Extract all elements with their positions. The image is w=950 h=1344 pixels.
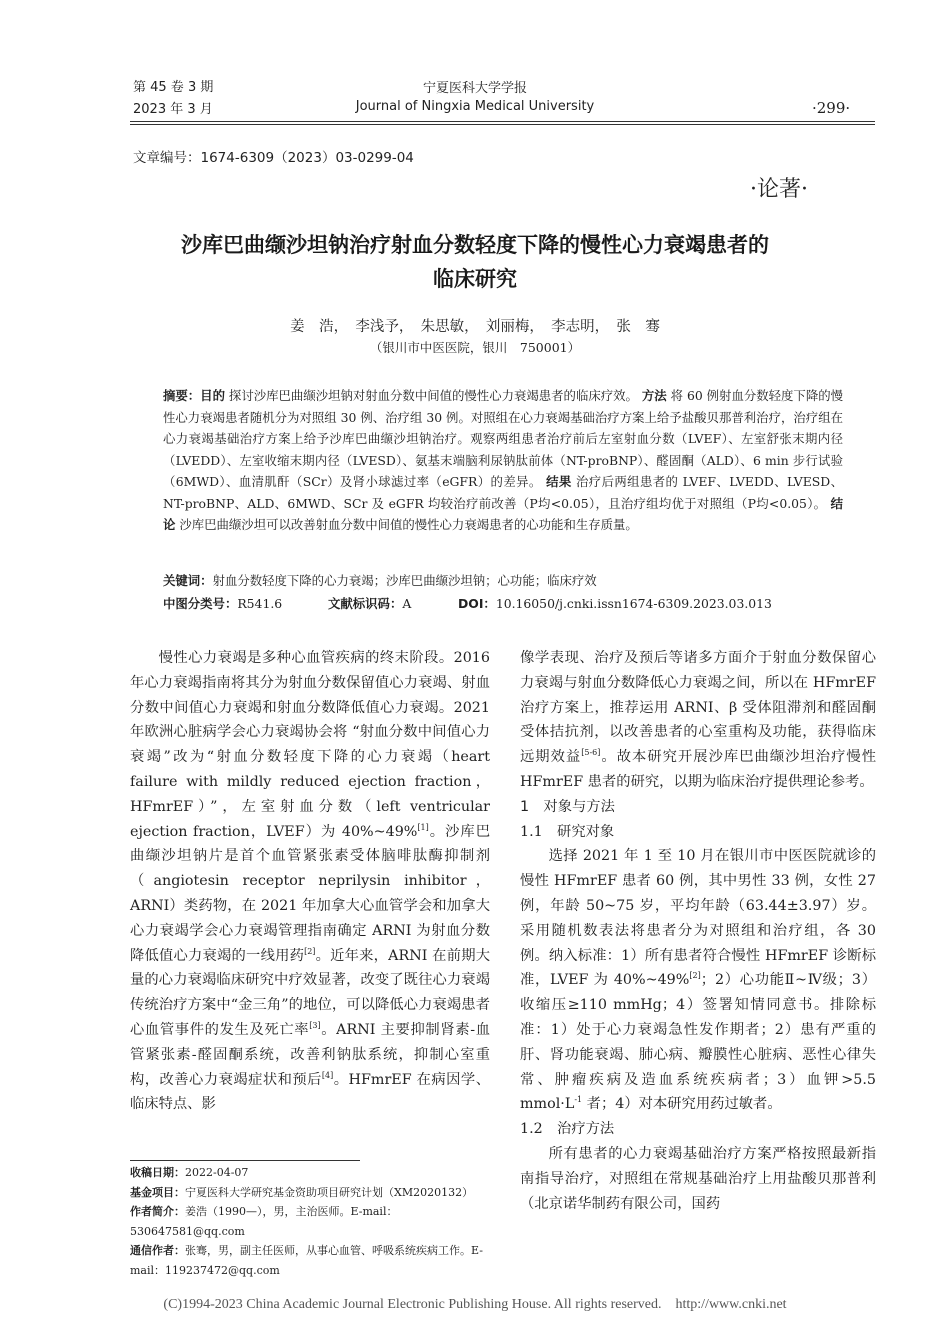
clc-label: 中图分类号： xyxy=(163,596,238,611)
header-rule-2 xyxy=(130,124,875,125)
citation: [1] xyxy=(417,822,429,832)
abstract xyxy=(163,385,843,536)
abstract-result: 治疗后两组患者的 LVEF、LVEDD、LVESD、NT-proBNP、ALD、6MWD、SCr 及 eGFR 均较治疗前改善（P均<0.05），且治疗组均优于对照组（P均<0.05）。 xyxy=(163,474,843,511)
corr-label: 通信作者： xyxy=(130,1244,185,1257)
citation: [4] xyxy=(321,1070,334,1080)
intro-cont-text-a: 像学表现、治疗及预后等诸多方面介于射血分数保留心力衰竭与射血分数降低心力衰竭之间，所以在 HFmrEF 治疗方案上，推荐运用 ARNI、β 受体阻滞剂和醛固酮受体拮抗剂，以改善患者的心室重构及功能，获得临床远期效益 xyxy=(520,650,876,766)
abstract-purpose: 探讨沙库巴曲缬沙坦钠对射血分数中间值的慢性心力衰竭患者的临床疗效。 xyxy=(228,388,638,403)
abstract-label: 摘要：目的 xyxy=(163,388,225,403)
journal-name-cn: 宁夏医科大学学报 xyxy=(422,81,527,96)
author-bio-value: 姜浩（1990—），男，主治医师。E-mail：530647581@qq.com xyxy=(130,1205,398,1238)
intro-cont-text-b: 。故本研究开展沙库巴曲缬沙坦治疗慢性HFmrEF 患者的研究，以期为临床治疗提供理论参考。 xyxy=(520,749,876,790)
publication-date: 2023 年 3 月 xyxy=(133,102,213,117)
author-bio xyxy=(130,1202,500,1241)
conclusion-label: 结论 xyxy=(163,495,843,532)
affiliation: （银川市中医医院，银川 750001） xyxy=(369,340,581,355)
footnote-rule xyxy=(130,1160,360,1161)
page-number: ·299· xyxy=(812,99,851,117)
subjects-text-a: 选择 2021 年 1 至 10 月在银川市中医医院就诊的慢性 HFmrEF 患者 60 例，其中男性 33 例，女性 27 例，年龄 50~75 岁，平均年龄（63.44±3.97）岁。采用随机数表法将患者分为对照组和治疗组，各 30 例。纳入标准：1）所有患者符合慢性 HFmrEF 诊断标准，LVEF 为 40%~49% xyxy=(520,848,876,989)
intro-text-e: 。HFmrEF 在病因学、临床特点、影 xyxy=(130,1071,490,1113)
intro-paragraph xyxy=(130,646,490,1117)
corresponding-author xyxy=(130,1241,500,1280)
document-code xyxy=(328,594,411,612)
abstract-method: 将 60 例射血分数轻度下降的慢性心力衰竭患者随机分为对照组 30 例、治疗组 30 例。对照组在心力衰竭基础治疗方案上给予盐酸贝那普利治疗，治疗组在心力衰竭基础治疗方案上给予沙库巴曲缬沙坦钠治疗。观察两组患者治疗前后左室射血分数（LVEF）、左室舒张末期内径（LVEDD）、左室收缩末期内径（LVESD）、氨基末端脑利尿钠肽前体（NT-proBNP）、醛固酮（ALD）、6 min 步行试验（6MWD）、血清肌酐（SCr）及肾小球滤过率（eGFR）的差异。 xyxy=(163,388,843,489)
copyright-line: (C)1994-2023 China Academic Journal Electronic Publishing House. All rights reserved. http://www.cnki.net xyxy=(163,1297,787,1312)
article-category: ·论著· xyxy=(750,177,808,202)
section-heading-1-1: 1.1 研究对象 xyxy=(520,823,615,840)
doc-code-value: A xyxy=(402,596,412,611)
right-column xyxy=(520,646,876,1216)
doi-value: 10.16050/j.cnki.issn1674-6309.2023.03.013 xyxy=(495,596,772,611)
intro-continued xyxy=(520,646,876,795)
citation: [2] xyxy=(689,971,701,981)
fund-value: 宁夏医科大学研究基金资助项目研究计划（XM2020132） xyxy=(185,1185,474,1199)
received-value: 2022-04-07 xyxy=(185,1166,249,1179)
subjects-text-b: ；2）心功能Ⅱ~Ⅳ级；3）收缩压≥110 mmHg；4）签署知情同意书。排除标准：1）处于心力衰竭急性发作期者；2）患有严重的肝、肾功能衰竭、肺心病、瓣膜性心脏病、恶性心律失常、肿瘤疾病及造血系统疾病者；3）血钾>5.5 mmol·L xyxy=(520,972,877,1113)
result-label: 结果 xyxy=(546,474,572,489)
clc-number xyxy=(163,594,282,612)
footnotes xyxy=(130,1163,500,1280)
citation: [2] xyxy=(304,946,316,956)
superscript: -1 xyxy=(574,1095,583,1105)
received-date xyxy=(130,1163,500,1183)
author-list: 姜 浩， 李浅予， 朱思敏， 刘丽梅， 李志明， 张 骞 xyxy=(290,319,660,335)
citation: [3] xyxy=(309,1021,321,1031)
doi-label: DOI： xyxy=(458,596,496,611)
section-heading-1-2: 1.2 治疗方法 xyxy=(520,1121,615,1138)
fund-label: 基金项目： xyxy=(130,1185,185,1199)
treatment-paragraph: 所有患者的心力衰竭基础治疗方案严格按照最新指南指导治疗，对照组在常规基础治疗上用盐酸贝那普利（北京诺华制药有限公司，国药 xyxy=(520,1145,876,1212)
journal-name-en: Journal of Ningxia Medical University xyxy=(355,99,595,114)
author-bio-label: 作者简介： xyxy=(130,1205,185,1218)
header-rule xyxy=(130,121,875,122)
subjects-text-c: 者；4）对本研究用药过敏者。 xyxy=(582,1096,782,1113)
citation: [5-6] xyxy=(581,748,601,758)
method-label: 方法 xyxy=(641,388,667,403)
subjects-paragraph xyxy=(520,844,876,1117)
keywords xyxy=(163,570,843,592)
article-title-line2: 临床研究 xyxy=(433,267,517,291)
left-column xyxy=(130,646,490,1117)
clc-value: R541.6 xyxy=(237,596,283,611)
article-title-line1: 沙库巴曲缬沙坦钠治疗射血分数轻度下降的慢性心力衰竭患者的 xyxy=(181,233,769,257)
received-label: 收稿日期： xyxy=(130,1166,185,1179)
abstract-conclusion: 沙库巴曲缬沙坦可以改善射血分数中间值的慢性心力衰竭患者的心功能和生存质量。 xyxy=(179,517,638,532)
article-number: 文章编号：1674-6309（2023）03-0299-04 xyxy=(133,150,414,166)
doi xyxy=(458,594,772,612)
doc-code-label: 文献标识码： xyxy=(328,596,403,611)
keywords-text: 射血分数轻度下降的心力衰竭；沙库巴曲缬沙坦钠；心功能；临床疗效 xyxy=(212,573,597,588)
volume-issue: 第 45 卷 3 期 xyxy=(133,80,214,95)
intro-text-c: 。近年来，ARNI 在前期大量的心力衰竭临床研究中疗效显著，改变了既往心力衰竭传统治疗方案中“金三角”的地位，可以降低心力衰竭患者心血管事件的发生及死亡率 xyxy=(130,947,491,1038)
keywords-label: 关键词： xyxy=(163,573,213,588)
corr-value: 张骞，男，副主任医师，从事心血管、呼吸系统疾病工作。E-mail：119237472@qq.com xyxy=(130,1244,483,1277)
intro-text-a: 慢性心力衰竭是多种心血管疾病的终末阶段。2016 年心力衰竭指南将其分为射血分数保留值心力衰竭、射血分数中间值心力衰竭和射血分数降低值心力衰竭。2021 年欧洲心脏病学会心力衰竭协会将 “射血分数中间值心力衰竭”改为“射血分数轻度下降的心力衰竭（heart failure with mildly reduced ejection fraction，HFmrEF）”，左室射血分数（left ventricular ejection fraction，LVEF）为 40%~49% xyxy=(130,650,490,840)
fund-info xyxy=(130,1183,500,1203)
section-heading-1: 1 对象与方法 xyxy=(520,798,615,815)
intro-text-b: 。沙库巴曲缬沙坦钠片是首个血管紧张素受体脑啡肽酶抑制剂（angiotesin receptor neprilysin inhibitor，ARNI）类药物，在 2021 年加拿大心血管学会和加拿大心力衰竭学会心力衰竭管理指南确定 ARNI 为射血分数降低值心力衰竭的一线用药 xyxy=(130,823,491,964)
intro-text-d: 。ARNI 主要抑制肾素-血管紧张素-醛固酮系统，改善利钠肽系统，抑制心室重构，改善心力衰竭症状和预后 xyxy=(130,1021,490,1088)
